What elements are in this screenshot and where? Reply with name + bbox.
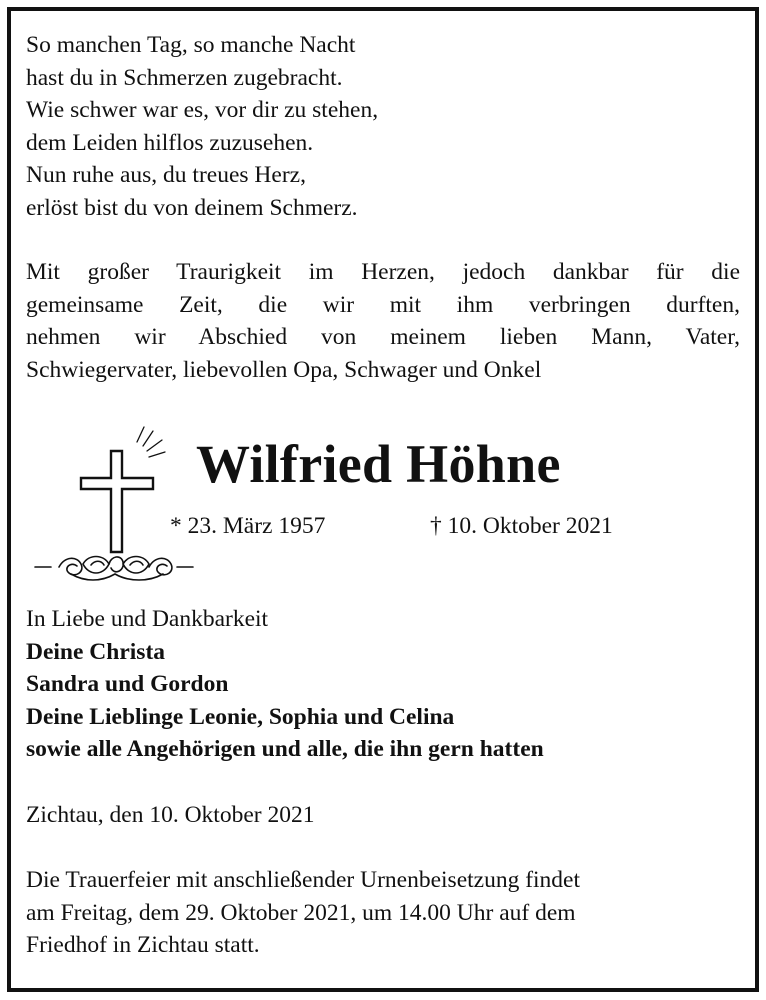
intro-line: Schwiegervater, liebevollen Opa, Schwager und Onkel [26,356,542,383]
death-date: † 10. Oktober 2021 [430,513,613,539]
place-date-line: Zichtau, den 10. Oktober 2021 [26,802,315,828]
service-info [26,864,740,962]
poem-line: Wie schwer war es, vor dir zu stehen, [26,97,379,123]
deceased-name: Wilfried Höhne [196,434,561,494]
poem-line: hast du in Schmerzen zugebracht. [26,64,343,91]
poem-line: erlöst bist du von deinem Schmerz. [26,194,358,221]
intro-line: Mit großer Traurigkeit im Herzen, jedoch dankbar für die [26,259,740,285]
mourner-line: sowie alle Angehörigen und alle, die ihn gern hatten [26,736,544,762]
cross-icon [25,418,197,586]
poem-line: Nun ruhe aus, du treues Herz, [26,162,306,188]
poem [26,29,740,224]
signoff [26,603,740,766]
birth-date: * 23. März 1957 [170,513,326,539]
signoff-intro: In Liebe und Dankbarkeit [26,606,269,632]
service-line: Die Trauerfeier mit anschließender Urnenbeisetzung findet [26,867,581,893]
intro-line: nehmen wir Abschied von meinem lieben Mann, Vater, [26,324,740,350]
mourner-line: Deine Christa [26,638,166,665]
service-line: Friedhof in Zichtau statt. [26,932,260,958]
poem-line: So manchen Tag, so manche Nacht [26,32,356,58]
mourner-line: Sandra und Gordon [26,671,229,697]
poem-line: dem Leiden hilflos zuzusehen. [26,129,314,156]
mourner-line: Deine Lieblinge Leonie, Sophia und Celina [26,703,455,730]
place-and-date [26,799,740,832]
service-line: am Freitag, dem 29. Oktober 2021, um 14.00 Uhr auf dem [26,899,576,926]
intro-paragraph [26,256,740,386]
intro-line: gemeinsame Zeit, die wir mit ihm verbringen durften, [26,291,740,318]
